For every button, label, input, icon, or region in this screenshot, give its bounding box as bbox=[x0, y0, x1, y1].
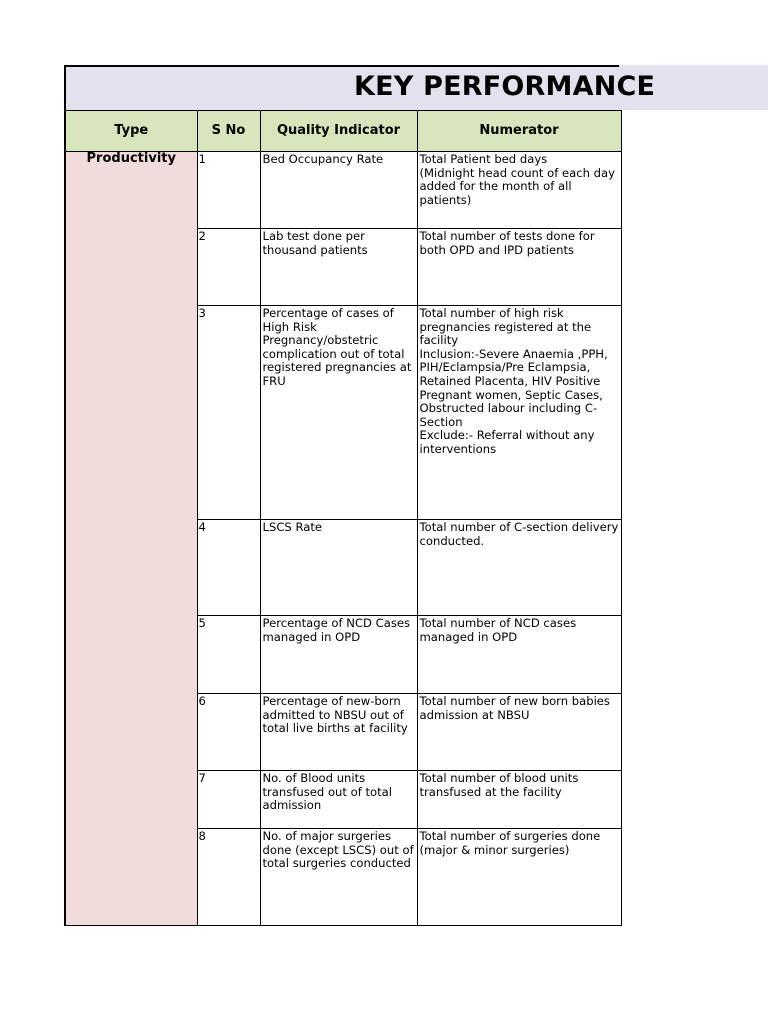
numerator-cell[interactable]: Total Patient bed days (Midnight head count of each day added for the month of all patients) bbox=[417, 152, 621, 229]
sno-cell[interactable]: 6 bbox=[197, 694, 260, 771]
sno-cell[interactable]: 7 bbox=[197, 771, 260, 829]
indicator-cell[interactable]: LSCS Rate bbox=[260, 520, 417, 616]
numerator-cell[interactable]: Total number of blood units transfused at the facility bbox=[417, 771, 621, 829]
numerator-cell[interactable]: Total number of surgeries done (major & minor surgeries) bbox=[417, 829, 621, 926]
numerator-cell[interactable]: Total number of NCD cases managed in OPD bbox=[417, 616, 621, 694]
kpi-table bbox=[64, 110, 622, 926]
indicator-cell[interactable]: No. of Blood units transfused out of total admission bbox=[260, 771, 417, 829]
header-sno[interactable]: S No bbox=[197, 111, 260, 152]
header-row bbox=[65, 111, 621, 152]
numerator-cell[interactable]: Total number of new born babies admission at NBSU bbox=[417, 694, 621, 771]
type-cell-productivity[interactable]: Productivity bbox=[65, 152, 197, 926]
sno-cell[interactable]: 2 bbox=[197, 229, 260, 306]
numerator-cell[interactable]: Total number of tests done for both OPD and IPD patients bbox=[417, 229, 621, 306]
sno-cell[interactable]: 1 bbox=[197, 152, 260, 229]
sno-cell[interactable]: 4 bbox=[197, 520, 260, 616]
indicator-cell[interactable]: Percentage of new-born admitted to NBSU out of total live births at facility bbox=[260, 694, 417, 771]
table-row bbox=[65, 152, 621, 229]
numerator-cell[interactable]: Total number of high risk pregnancies registered at the facility Inclusion:-Severe Anaemia ,PPH, PIH/Eclampsia/Pre Eclampsia, Retained Placenta, HIV Positive Pregnant women, Septic Cases, Obstructed labour including C-Section Exclude:- Referral without any interventions bbox=[417, 306, 621, 520]
numerator-cell[interactable]: Total number of C-section delivery conducted. bbox=[417, 520, 621, 616]
sno-cell[interactable]: 5 bbox=[197, 616, 260, 694]
title-cell[interactable] bbox=[64, 65, 656, 110]
sheet-title: KEY PERFORMANCE bbox=[354, 71, 656, 102]
indicator-cell[interactable]: Bed Occupancy Rate bbox=[260, 152, 417, 229]
header-type[interactable]: Type bbox=[65, 111, 197, 152]
indicator-cell[interactable]: Lab test done per thousand patients bbox=[260, 229, 417, 306]
header-quality-indicator[interactable]: Quality Indicator bbox=[260, 111, 417, 152]
indicator-cell[interactable]: No. of major surgeries done (except LSCS) out of total surgeries conducted bbox=[260, 829, 417, 926]
indicator-cell[interactable]: Percentage of cases of High Risk Pregnancy/obstetric complication out of total registered pregnancies at FRU bbox=[260, 306, 417, 520]
sno-cell[interactable]: 3 bbox=[197, 306, 260, 520]
sno-cell[interactable]: 8 bbox=[197, 829, 260, 926]
indicator-cell[interactable]: Percentage of NCD Cases managed in OPD bbox=[260, 616, 417, 694]
header-numerator[interactable]: Numerator bbox=[417, 111, 621, 152]
